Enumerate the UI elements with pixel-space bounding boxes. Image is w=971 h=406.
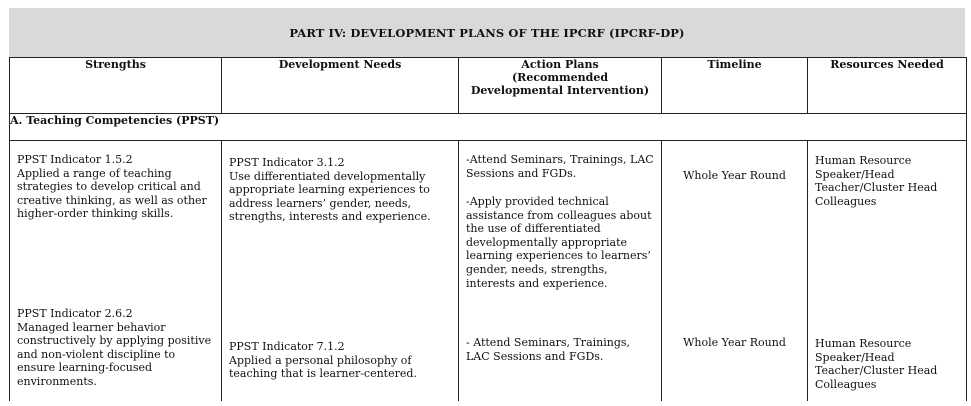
header-timeline: Timeline	[662, 58, 808, 114]
development-plan-table	[9, 57, 967, 401]
timeline-cell	[662, 141, 808, 402]
header-development-needs: Development Needs	[222, 58, 459, 114]
resources-entry-2: Human Resource Speaker/Head Teacher/Cluster Head Colleagues	[815, 337, 938, 391]
timeline-entry-1: Whole Year Round	[683, 169, 786, 182]
development-need-entry-1: PPST Indicator 3.1.2 Use differentiated developmentally appropriate learning experiences to address learners’ gender, needs, strengths, interests and experience.	[229, 156, 431, 224]
development-needs-cell	[222, 141, 459, 402]
section-label: A. Teaching Competencies (PPST)	[10, 114, 967, 141]
action-plan-1b: -Apply provided technical assistance from colleagues about the use of differentiated developmentally appropriate learning experiences to learners’ gender, needs, strengths, interests and experience.	[466, 195, 652, 290]
header-resources-needed: Resources Needed	[808, 58, 967, 114]
strength-entry-1: PPST Indicator 1.5.2 Applied a range of teaching strategies to develop critical and creative thinking, as well as other higher-order thinking skills.	[17, 153, 207, 221]
resources-entry-1: Human Resource Speaker/Head Teacher/Cluster Head Colleagues	[815, 154, 938, 208]
resources-cell	[808, 141, 967, 402]
table-header-row	[10, 58, 967, 114]
timeline-entry-2: Whole Year Round	[683, 336, 786, 349]
page-title: PART IV: DEVELOPMENT PLANS OF THE IPCRF (IPCRF-DP)	[9, 8, 965, 57]
development-need-entry-2: PPST Indicator 7.1.2 Applied a personal philosophy of teaching that is learner-centered.	[229, 340, 417, 381]
action-plans-cell	[459, 141, 662, 402]
strengths-cell	[10, 141, 222, 402]
strength-entry-2: PPST Indicator 2.6.2 Managed learner behavior constructively by applying positive and non-violent discipline to ensure learning-focused environments.	[17, 307, 212, 388]
header-action-plans: Action Plans (Recommended Developmental Intervention)	[459, 58, 662, 114]
action-plan-2a: - Attend Seminars, Trainings, LAC Sessions and FGDs.	[466, 336, 631, 363]
table-row	[10, 141, 967, 402]
action-plan-1a: -Attend Seminars, Trainings, LAC Sessions and FGDs.	[466, 153, 654, 180]
header-strengths: Strengths	[10, 58, 222, 114]
section-row	[10, 114, 967, 141]
